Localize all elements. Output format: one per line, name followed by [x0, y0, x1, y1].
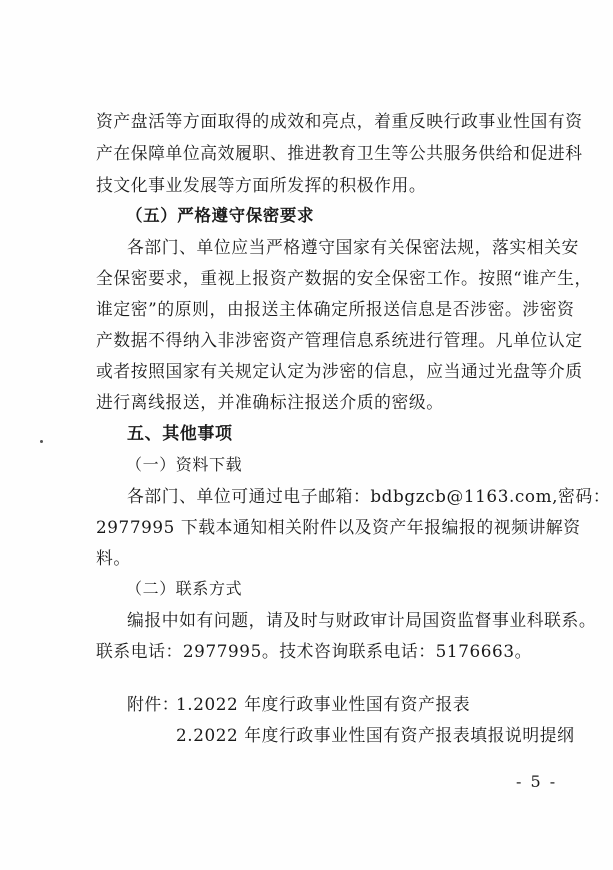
paragraph-line: 产数据不得纳入非涉密资产管理信息系统进行管理。凡单位认定: [96, 330, 583, 350]
paragraph-line: 2977995 下载本通知相关附件以及资产年报编报的视频讲解资: [96, 517, 581, 537]
paragraph-line: 各部门、单位可通过电子邮箱：bdbgzcb@1163.com,密码：: [127, 486, 611, 506]
paragraph-line: 或者按照国家有关规定认定为涉密的信息，应当通过光盘等介质: [96, 361, 583, 381]
paragraph-line: 联系电话：2977995。技术咨询联系电话：5176663。: [96, 641, 532, 661]
paragraph-line: 谁定密”的原则，由报送主体确定所报送信息是否涉密。涉密资: [96, 299, 575, 319]
paragraph-line: 编报中如有问题，请及时与财政审计局国资监督事业科联系。: [127, 610, 597, 630]
paragraph-line: 产在保障单位高效履职、推进教育卫生等公共服务供给和促进科: [96, 143, 583, 163]
paragraph-line: 技文化事业发展等方面所发挥的积极作用。: [96, 175, 427, 195]
subsection-heading-download: （一）资料下载: [126, 455, 243, 474]
subsection-heading-contact: （二）联系方式: [126, 579, 243, 598]
paragraph-line: 进行离线报送，并准确标注报送介质的密级。: [96, 392, 444, 412]
paragraph-line: 各部门、单位应当严格遵守国家有关保密法规，落实相关安: [127, 237, 579, 257]
attachment-label: 附件：: [127, 694, 180, 714]
section-heading-confidentiality: （五）严格遵守保密要求: [126, 206, 315, 225]
binding-hole-mark: [40, 440, 43, 443]
attachment-item: 1.2022 年度行政事业性国有资产报表: [176, 694, 471, 714]
paragraph-line: 全保密要求，重视上报资产数据的安全保密工作。按照“谁产生，: [96, 268, 592, 288]
attachment-item: 2.2022 年度行政事业性国有资产报表填报说明提纲: [176, 725, 575, 745]
paragraph-line: 料。: [96, 548, 131, 568]
part-heading-other-matters: 五、其他事项: [127, 424, 233, 444]
paragraph-line: 资产盘活等方面取得的成效和亮点，着重反映行政事业性国有资: [96, 111, 583, 131]
page-number: - 5 -: [516, 772, 558, 791]
